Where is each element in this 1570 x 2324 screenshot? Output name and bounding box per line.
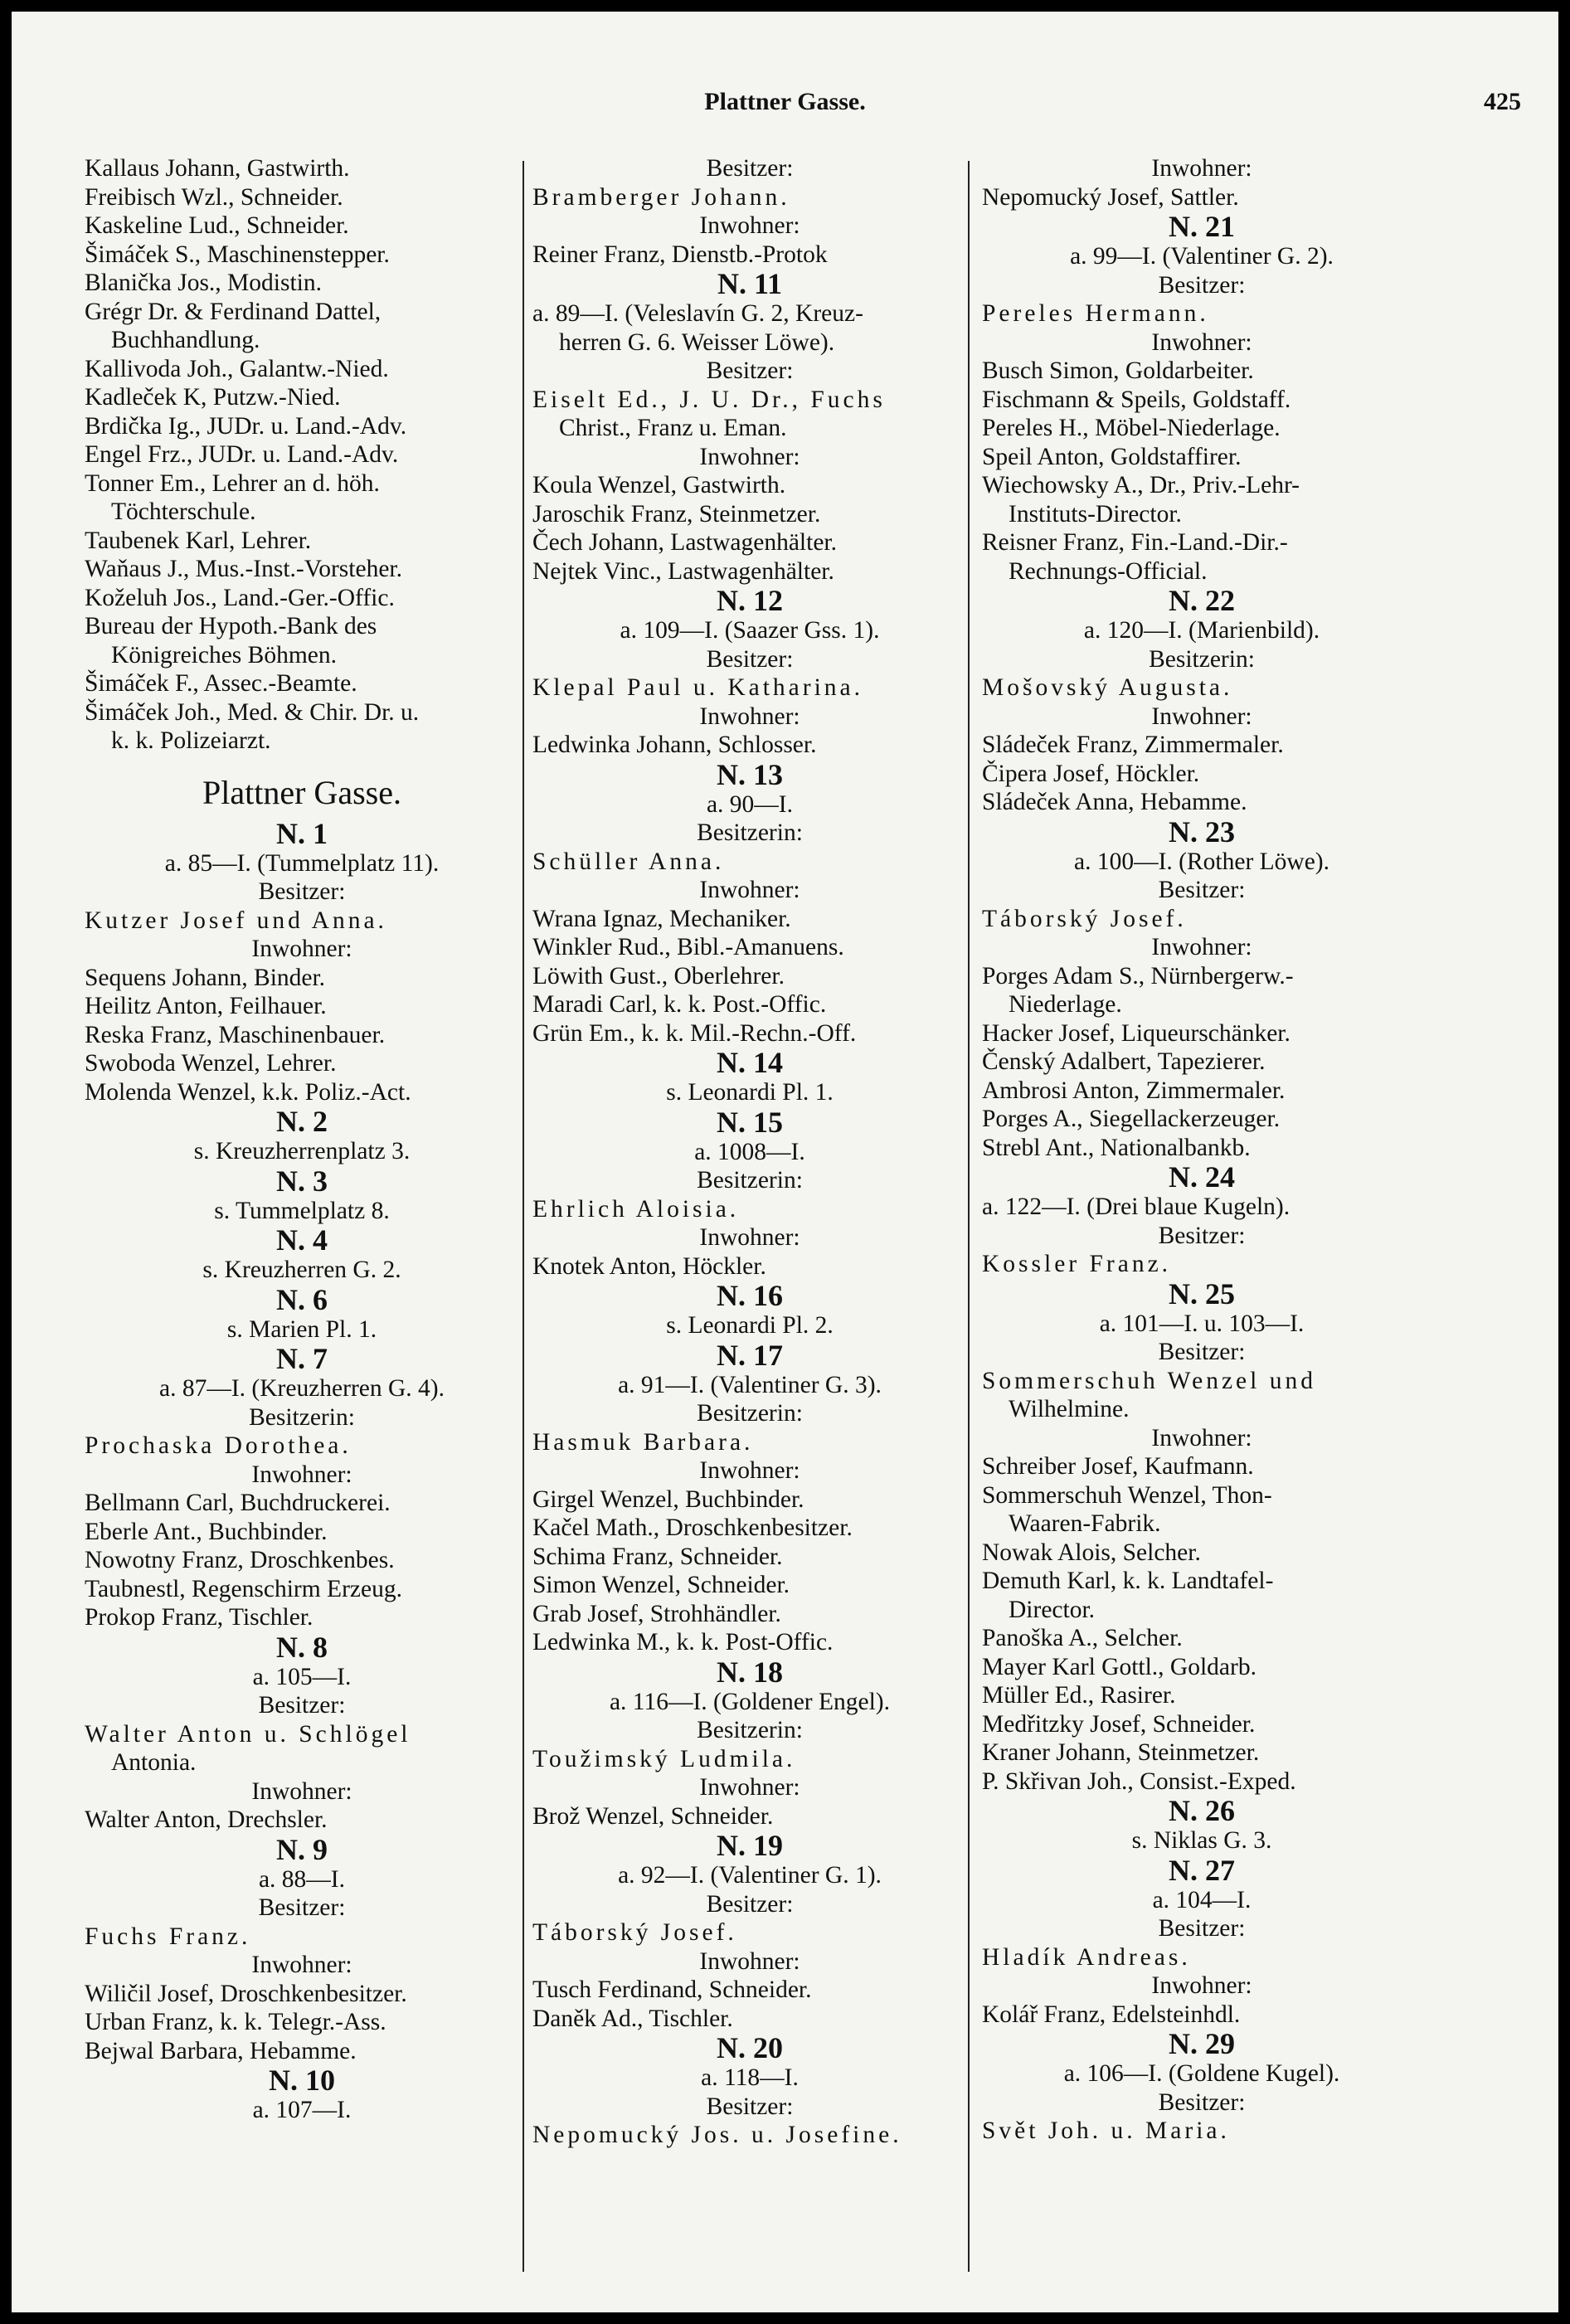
- section-label: s. Kreuzherren G. 2.: [202, 1257, 401, 1283]
- resident-entry: Speil Anton, Goldstaffirer.: [982, 443, 1242, 470]
- owner-entry: Pereles Hermann.: [982, 300, 1209, 327]
- section-label: Inwohner:: [251, 936, 352, 962]
- house-number-heading: N. 11: [717, 269, 782, 299]
- house-number-heading: N. 1: [276, 818, 328, 849]
- section-label: a. 105—I.: [252, 1663, 352, 1690]
- house-number-heading: N. 26: [1169, 1796, 1235, 1826]
- owner-entry: Nepomucký Jos. u. Josefine.: [532, 2122, 902, 2148]
- section-label: a. 100—I. (Rother Löwe).: [1073, 848, 1330, 875]
- section-label: Besitzer:: [1158, 271, 1246, 299]
- section-label: Inwohner:: [699, 877, 800, 903]
- owner-entry: Kutzer Josef und Anna.: [85, 907, 387, 934]
- resident-entry: Reisner Franz, Fin.-Land.-Dir.-: [982, 529, 1288, 556]
- owner-entry: Fuchs Franz.: [85, 1923, 251, 1950]
- entry-continuation: Waaren-Fabrik.: [1009, 1510, 1161, 1537]
- owner-entry: Schüller Anna.: [532, 848, 725, 875]
- house-number-heading: N. 14: [717, 1048, 783, 1078]
- resident-entry: Prokop Franz, Tischler.: [85, 1604, 314, 1631]
- section-label: Besitzer:: [1158, 877, 1246, 903]
- resident-entry: Kaskeline Lud., Schneider.: [85, 212, 349, 239]
- resident-entry: Eberle Ant., Buchbinder.: [85, 1518, 328, 1545]
- section-label: s. Niklas G. 3.: [1131, 1827, 1272, 1854]
- section-label: Besitzerin:: [697, 819, 803, 846]
- resident-entry: Sládeček Franz, Zimmermaler.: [982, 732, 1284, 758]
- resident-entry: Swoboda Wenzel, Lehrer.: [85, 1050, 337, 1077]
- resident-entry: Winkler Rud., Bibl.-Amanuens.: [532, 934, 844, 960]
- owner-entry: Bramberger Johann.: [532, 183, 790, 211]
- resident-entry: a. 122—I. (Drei blaue Kugeln).: [982, 1194, 1291, 1220]
- house-number-heading: N. 10: [269, 2065, 335, 2096]
- section-label: Inwohner:: [1151, 1972, 1252, 1999]
- section-label: a. 92—I. (Valentiner G. 1).: [618, 1862, 882, 1889]
- section-label: Besitzerin:: [1149, 645, 1255, 673]
- section-label: Besitzer:: [706, 645, 794, 673]
- house-number-heading: N. 24: [1169, 1162, 1235, 1193]
- entry-continuation: Instituts-Director.: [1009, 500, 1182, 528]
- house-number-heading: N. 17: [717, 1339, 783, 1371]
- resident-entry: Wiličil Josef, Droschkenbesitzer.: [85, 1980, 407, 2007]
- entry-continuation: Töchterschule.: [111, 498, 256, 525]
- resident-entry: Kallivoda Joh., Galantw.-Nied.: [85, 355, 389, 382]
- section-label: Inwohner:: [1151, 1424, 1252, 1451]
- section-label: a. 118—I.: [701, 2064, 799, 2091]
- resident-entry: Nepomucký Josef, Sattler.: [982, 183, 1239, 211]
- section-label: a. 88—I.: [258, 1865, 346, 1893]
- resident-entry: Panoška A., Selcher.: [982, 1625, 1183, 1651]
- house-number-heading: N. 7: [276, 1344, 328, 1374]
- directory-page: [12, 12, 1558, 2312]
- column-3: [982, 154, 1422, 2146]
- section-label: Besitzerin:: [697, 1717, 803, 1743]
- section-label: s. Tummelplatz 8.: [214, 1197, 390, 1224]
- section-label: Inwohner:: [699, 703, 800, 730]
- house-number-heading: N. 21: [1169, 211, 1235, 242]
- owner-entry: Táborský Josef.: [982, 905, 1187, 932]
- house-number-heading: N. 2: [276, 1106, 328, 1137]
- resident-entry: Taubenek Karl, Lehrer.: [85, 527, 312, 554]
- resident-entry: Engel Frz., JUDr. u. Land.-Adv.: [85, 441, 399, 468]
- house-number-heading: N. 9: [276, 1834, 328, 1865]
- resident-entry: Šimáček Joh., Med. & Chir. Dr. u.: [85, 698, 420, 726]
- column-divider: [968, 161, 970, 2272]
- resident-entry: Reiner Franz, Dienstb.-Protok: [532, 241, 828, 268]
- resident-entry: Wrana Ignaz, Mechaniker.: [532, 905, 791, 932]
- resident-entry: Kadleček K, Putzw.-Nied.: [85, 384, 341, 411]
- resident-entry: Nowotny Franz, Droschkenbes.: [85, 1547, 395, 1573]
- section-label: s. Leonardi Pl. 2.: [666, 1312, 834, 1339]
- resident-entry: Molenda Wenzel, k.k. Poliz.-Act.: [85, 1078, 411, 1106]
- resident-entry: Sequens Johann, Binder.: [85, 964, 326, 991]
- section-label: a. 101—I. u. 103—I.: [1099, 1310, 1305, 1337]
- section-label: s. Leonardi Pl. 1.: [666, 1079, 834, 1106]
- owner-entry: Eiselt Ed., J. U. Dr., Fuchs: [532, 386, 886, 413]
- resident-entry: Kallaus Johann, Gastwirth.: [85, 155, 350, 182]
- entry-continuation: Königreiches Böhmen.: [111, 641, 337, 669]
- owner-entry: Mošovský Augusta.: [982, 674, 1233, 701]
- resident-entry: Freibisch Wzl., Schneider.: [85, 183, 343, 211]
- entry-continuation: herren G. 6. Weisser Löwe).: [559, 328, 835, 356]
- resident-entry: Maradi Carl, k. k. Post.-Offic.: [532, 991, 827, 1018]
- section-label: Besitzerin:: [697, 1400, 803, 1427]
- section-label: Inwohner:: [699, 443, 800, 470]
- entry-continuation: Niederlage.: [1009, 991, 1122, 1018]
- resident-entry: Knotek Anton, Höckler.: [532, 1252, 766, 1280]
- resident-entry: Busch Simon, Goldarbeiter.: [982, 357, 1254, 384]
- section-label: Inwohner:: [699, 1947, 800, 1975]
- resident-entry: Kraner Johann, Steinmetzer.: [982, 1739, 1260, 1766]
- entry-continuation: Director.: [1009, 1596, 1096, 1623]
- house-number-heading: N. 6: [276, 1284, 328, 1315]
- resident-entry: Kolář Franz, Edelsteinhdl.: [982, 2001, 1241, 2028]
- entry-continuation: Rechnungs-Official.: [1009, 557, 1208, 585]
- section-label: Besitzer:: [1158, 1915, 1246, 1942]
- section-label: a. 109—I. (Saazer Gss. 1).: [620, 617, 880, 644]
- section-label: a. 106—I. (Goldene Kugel).: [1063, 2060, 1340, 2087]
- resident-entry: Urban Franz, k. k. Telegr.-Ass.: [85, 2009, 386, 2035]
- resident-entry: Reska Franz, Maschinenbauer.: [85, 1021, 386, 1048]
- resident-entry: Demuth Karl, k. k. Landtafel-: [982, 1568, 1274, 1594]
- resident-entry: Porges Adam S., Nürnbergerw.-: [982, 962, 1294, 989]
- section-label: Besitzer:: [1158, 1222, 1246, 1249]
- section-label: s. Marien Pl. 1.: [226, 1315, 377, 1343]
- house-number-heading: N. 4: [276, 1225, 328, 1256]
- resident-entry: Šimáček F., Assec.-Beamte.: [85, 670, 357, 697]
- house-number-heading: N. 22: [1169, 586, 1235, 616]
- resident-entry: Taubnestl, Regenschirm Erzeug.: [85, 1575, 402, 1602]
- resident-entry: Schreiber Josef, Kaufmann.: [982, 1453, 1254, 1480]
- resident-entry: Girgel Wenzel, Buchbinder.: [532, 1485, 804, 1513]
- section-label: Inwohner:: [1151, 328, 1252, 356]
- column-1: [85, 154, 519, 2125]
- section-label: Besitzer:: [706, 1890, 794, 1918]
- resident-entry: Bejwal Barbara, Hebamme.: [85, 2037, 357, 2064]
- resident-entry: Brdička Ig., JUDr. u. Land.-Adv.: [85, 412, 407, 440]
- resident-entry: Grégr Dr. & Ferdinand Dattel,: [85, 298, 382, 325]
- resident-entry: Löwith Gust., Oberlehrer.: [532, 962, 785, 989]
- resident-entry: a. 89—I. (Veleslavín G. 2, Kreuz-: [532, 300, 863, 327]
- resident-entry: Sommerschuh Wenzel, Thon-: [982, 1481, 1272, 1509]
- column-2: [532, 154, 967, 2150]
- section-label: a. 90—I.: [706, 790, 794, 818]
- section-label: Inwohner:: [1151, 155, 1252, 182]
- resident-entry: Sládeček Anna, Hebamme.: [982, 789, 1247, 815]
- house-number-heading: N. 12: [717, 586, 783, 616]
- house-number-heading: N. 27: [1169, 1855, 1235, 1886]
- entry-continuation: k. k. Polizeiarzt.: [111, 727, 271, 754]
- entry-continuation: Wilhelmine.: [1009, 1396, 1130, 1422]
- section-label: Inwohner:: [251, 1777, 352, 1805]
- section-label: a. 120—I. (Marienbild).: [1083, 617, 1320, 644]
- owner-entry: Walter Anton u. Schlögel: [85, 1720, 411, 1748]
- resident-entry: Ambrosi Anton, Zimmermaler.: [982, 1077, 1286, 1104]
- section-label: a. 104—I.: [1152, 1886, 1252, 1913]
- house-number-heading: N. 18: [717, 1656, 783, 1688]
- house-number-heading: N. 15: [717, 1106, 783, 1138]
- section-label: Inwohner:: [699, 1774, 800, 1801]
- owner-entry: Hasmuk Barbara.: [532, 1428, 754, 1456]
- section-label: a. 91—I. (Valentiner G. 3).: [618, 1371, 882, 1398]
- resident-entry: Bellmann Carl, Buchdruckerei.: [85, 1490, 391, 1516]
- resident-entry: Porges A., Siegellackerzeuger.: [982, 1106, 1281, 1132]
- section-label: Besitzer:: [706, 357, 794, 384]
- section-label: Inwohner:: [1151, 703, 1252, 730]
- owner-entry: Sommerschuh Wenzel und: [982, 1367, 1316, 1394]
- entry-continuation: Christ., Franz u. Eman.: [559, 415, 787, 441]
- section-label: Besitzer:: [258, 1692, 346, 1719]
- entry-continuation: Buchhandlung.: [111, 327, 260, 353]
- house-number-heading: N. 8: [276, 1631, 328, 1663]
- resident-entry: Čipera Josef, Höckler.: [982, 760, 1200, 787]
- owner-entry: Svět Joh. u. Maria.: [982, 2117, 1230, 2144]
- house-number-heading: N. 25: [1169, 1278, 1235, 1310]
- street-heading: Plattner Gasse.: [202, 773, 401, 811]
- resident-entry: Jaroschik Franz, Steinmetzer.: [532, 500, 821, 528]
- resident-entry: Nowak Alois, Selcher.: [982, 1539, 1201, 1566]
- section-label: Inwohner:: [251, 1461, 352, 1488]
- resident-entry: Tusch Ferdinand, Schneider.: [532, 1976, 812, 2003]
- section-label: a. 1008—I.: [694, 1138, 805, 1165]
- section-label: Besitzer:: [258, 1894, 346, 1921]
- section-label: Besitzer:: [1158, 2088, 1246, 2116]
- resident-entry: Nejtek Vinc., Lastwagenhälter.: [532, 557, 834, 585]
- section-label: a. 107—I.: [252, 2097, 352, 2123]
- resident-entry: Šimáček S., Maschinenstepper.: [85, 241, 390, 268]
- owner-entry: Toužimský Ludmila.: [532, 1745, 796, 1772]
- resident-entry: Brož Wenzel, Schneider.: [532, 1802, 774, 1830]
- resident-entry: Mayer Karl Gottl., Goldarb.: [982, 1653, 1256, 1680]
- resident-entry: Daněk Ad., Tischler.: [532, 2005, 733, 2032]
- house-number-heading: N. 23: [1169, 816, 1235, 848]
- house-number-heading: N. 3: [276, 1165, 328, 1197]
- resident-entry: Bureau der Hypoth.-Bank des: [85, 613, 377, 639]
- resident-entry: Blanička Jos., Modistin.: [85, 270, 322, 296]
- resident-entry: Ledwinka M., k. k. Post-Offic.: [532, 1629, 834, 1655]
- section-label: Inwohner:: [699, 1224, 800, 1251]
- resident-entry: Heilitz Anton, Feilhauer.: [85, 993, 327, 1019]
- house-number-heading: N. 20: [717, 2033, 783, 2064]
- section-label: Besitzer:: [706, 2093, 794, 2120]
- section-label: a. 116—I. (Goldener Engel).: [609, 1688, 891, 1715]
- owner-entry: Ehrlich Aloisia.: [532, 1195, 740, 1223]
- section-label: Besitzer:: [706, 155, 794, 182]
- section-label: Besitzer:: [1158, 1339, 1246, 1365]
- owner-entry: Hladík Andreas.: [982, 1943, 1191, 1971]
- section-label: Besitzerin:: [697, 1167, 803, 1194]
- resident-entry: Grab Josef, Strohhändler.: [532, 1600, 781, 1627]
- resident-entry: Čenský Adalbert, Tapezierer.: [982, 1048, 1266, 1075]
- resident-entry: Wiechowsky A., Dr., Priv.-Lehr-: [982, 472, 1300, 498]
- section-label: Besitzer:: [258, 878, 346, 905]
- resident-entry: P. Skřivan Joh., Consist.-Exped.: [982, 1767, 1296, 1795]
- resident-entry: Müller Ed., Rasirer.: [982, 1682, 1176, 1709]
- house-number-heading: N. 16: [717, 1281, 783, 1311]
- owner-entry: Prochaska Dorothea.: [85, 1432, 352, 1459]
- resident-entry: Strebl Ant., Nationalbankb.: [982, 1134, 1251, 1161]
- column-divider: [523, 161, 524, 2272]
- owner-entry: Kossler Franz.: [982, 1251, 1172, 1277]
- resident-entry: Fischmann & Speils, Goldstaff.: [982, 386, 1291, 413]
- house-number-heading: N. 19: [717, 1831, 783, 1861]
- house-number-heading: N. 13: [717, 759, 783, 790]
- resident-entry: Pereles H., Möbel-Niederlage.: [982, 415, 1281, 441]
- section-label: a. 99—I. (Valentiner G. 2).: [1070, 243, 1334, 270]
- resident-entry: Hacker Josef, Liqueurschänker.: [982, 1019, 1291, 1047]
- owner-entry: Táborský Josef.: [532, 1919, 737, 1946]
- resident-entry: Tonner Em., Lehrer an d. höh.: [85, 469, 380, 497]
- house-number-heading: N. 29: [1169, 2029, 1235, 2059]
- owner-entry: Klepal Paul u. Katharina.: [532, 674, 864, 701]
- section-label: Inwohner:: [251, 1952, 352, 1978]
- page-header-title: Plattner Gasse.: [704, 88, 866, 115]
- section-label: Besitzerin:: [249, 1403, 355, 1431]
- resident-entry: Simon Wenzel, Schneider.: [532, 1572, 790, 1598]
- resident-entry: Medřitzky Josef, Schneider.: [982, 1710, 1256, 1738]
- entry-continuation: Antonia.: [111, 1749, 197, 1776]
- section-label: s. Kreuzherrenplatz 3.: [193, 1138, 411, 1164]
- resident-entry: Waňaus J., Mus.-Inst.-Vorsteher.: [85, 556, 402, 582]
- resident-entry: Grün Em., k. k. Mil.-Rechn.-Off.: [532, 1019, 857, 1047]
- section-label: Inwohner:: [1151, 934, 1252, 960]
- section-label: Inwohner:: [699, 212, 800, 239]
- resident-entry: Ledwinka Johann, Schlosser.: [532, 732, 817, 758]
- section-label: a. 85—I. (Tummelplatz 11).: [164, 849, 440, 877]
- resident-entry: Schima Franz, Schneider.: [532, 1543, 783, 1570]
- resident-entry: Koželuh Jos., Land.-Ger.-Offic.: [85, 584, 395, 611]
- section-label: a. 87—I. (Kreuzherren G. 4).: [158, 1375, 445, 1402]
- resident-entry: Walter Anton, Drechsler.: [85, 1806, 328, 1833]
- resident-entry: Čech Johann, Lastwagenhälter.: [532, 529, 837, 556]
- resident-entry: Koula Wenzel, Gastwirth.: [532, 472, 786, 498]
- section-label: Inwohner:: [699, 1457, 800, 1484]
- resident-entry: Kačel Math., Droschkenbesitzer.: [532, 1514, 853, 1541]
- page-number: 425: [1484, 88, 1521, 115]
